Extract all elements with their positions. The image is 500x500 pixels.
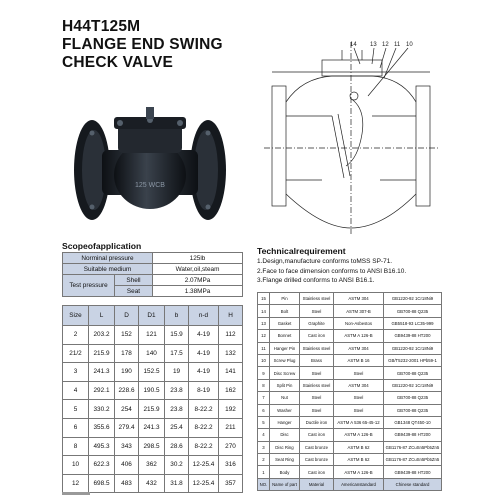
- dimensions-cell: 495.3: [89, 437, 115, 456]
- parts-cell: GB700-88 Q235: [384, 404, 442, 416]
- dimensions-cell: 355.6: [89, 418, 115, 437]
- dimensions-cell: 292.1: [89, 381, 115, 400]
- parts-row: [258, 317, 442, 329]
- dimensions-cell: 28.6: [165, 437, 189, 456]
- parts-table: [257, 292, 442, 491]
- dimensions-cell: 190.5: [139, 381, 165, 400]
- dimensions-cell: 241.3: [89, 363, 115, 382]
- requirement-item: 1.Design,manufacture conforms toMSS SP-71.: [257, 258, 393, 265]
- parts-cell: Stainless steel: [300, 293, 334, 305]
- parts-row: [258, 379, 442, 391]
- dimensions-cell: 330.2: [89, 400, 115, 419]
- dimensions-row: [63, 400, 243, 419]
- dimensions-cell: 241.3: [139, 418, 165, 437]
- parts-cell: GB1348 QT450-10: [384, 416, 442, 428]
- parts-cell: ASTM B 62: [334, 441, 384, 453]
- dimensions-cell: 316: [219, 456, 243, 475]
- dimensions-cell: 8-22.2: [189, 437, 219, 456]
- parts-cell: ASTM 304: [334, 293, 384, 305]
- scope-label-shell: Shell: [115, 275, 153, 286]
- dimensions-header-cell: D: [115, 306, 139, 326]
- parts-cell: Screw Plug: [270, 354, 300, 366]
- scope-value-medium: Water,oil,steam: [153, 264, 243, 275]
- parts-row: [258, 305, 442, 317]
- dimensions-cell: 178: [115, 344, 139, 363]
- dimensions-cell: 10: [63, 456, 89, 475]
- dimensions-header-cell: H: [219, 306, 243, 326]
- dimensions-cell: 298.5: [139, 437, 165, 456]
- dimensions-row: [63, 344, 243, 363]
- parts-cell: Nut: [270, 392, 300, 404]
- parts-cell: Cast bronze: [300, 454, 334, 466]
- dimensions-cell: 23.8: [165, 400, 189, 419]
- dimensions-cell: 483: [115, 474, 139, 493]
- dimensions-cell: 19: [165, 363, 189, 382]
- scope-value-seat: 1.38MPa: [153, 286, 243, 297]
- dimensions-cell: 30.2: [165, 456, 189, 475]
- dimensions-cell: 121: [139, 326, 165, 345]
- dimensions-header-cell: D1: [139, 306, 165, 326]
- dimensions-cell: 343: [115, 437, 139, 456]
- parts-cell: 12: [258, 330, 270, 342]
- parts-cell: GB700-88 Q235: [384, 305, 442, 317]
- parts-cell: 5: [258, 416, 270, 428]
- parts-header-row: [258, 478, 442, 490]
- parts-cell: Cast iron: [300, 330, 334, 342]
- dimensions-row: [63, 363, 243, 382]
- parts-cell: 9: [258, 367, 270, 379]
- scope-table: [62, 252, 243, 275]
- requirement-item: 2.Face to face dimension conforms to ANSI B16.10.: [257, 267, 407, 275]
- dimensions-cell: 5: [63, 400, 89, 419]
- requirements-heading: Technicalrequirement: [257, 246, 346, 256]
- parts-cell: Steel: [300, 367, 334, 379]
- footer-mark: [62, 492, 90, 495]
- dimensions-cell: 4-19: [189, 344, 219, 363]
- parts-cell: 11: [258, 342, 270, 354]
- parts-cell: Split Pin: [270, 379, 300, 391]
- scope-label-nominal: Norminal pressure: [63, 253, 153, 264]
- parts-cell: Bonnet: [270, 330, 300, 342]
- product-title: [62, 18, 262, 72]
- parts-cell: Steel: [300, 404, 334, 416]
- dimensions-row: [63, 437, 243, 456]
- parts-cell: 6: [258, 404, 270, 416]
- dimensions-cell: 228.6: [115, 381, 139, 400]
- parts-cell: Washer: [270, 404, 300, 416]
- parts-row: [258, 429, 442, 441]
- parts-cell: Hanger Pin: [270, 342, 300, 354]
- dimensions-row: [63, 326, 243, 345]
- parts-cell: ASTM B 62: [334, 454, 384, 466]
- parts-cell: Seat Ring: [270, 454, 300, 466]
- photo-emboss: 125 WCB: [135, 182, 165, 189]
- title-line-kind: CHECK VALVE: [62, 54, 173, 71]
- dimensions-cell: 8: [63, 437, 89, 456]
- parts-cell: 14: [258, 305, 270, 317]
- parts-cell: Gasket: [270, 317, 300, 329]
- parts-cell: Disc Ring: [270, 441, 300, 453]
- parts-row: [258, 466, 442, 478]
- parts-cell: 10: [258, 354, 270, 366]
- parts-row: [258, 342, 442, 354]
- requirements-list: [257, 257, 457, 286]
- parts-cell: Cast iron: [300, 466, 334, 478]
- scope-label-seat: Seat: [115, 286, 153, 297]
- parts-cell: GB9439-88 HT200: [384, 466, 442, 478]
- parts-row: [258, 404, 442, 416]
- dimensions-cell: 192: [219, 400, 243, 419]
- dimensions-cell: 141: [219, 363, 243, 382]
- parts-cell: Steel: [334, 392, 384, 404]
- test-pressure-table: [62, 274, 243, 297]
- parts-cell: Pin: [270, 293, 300, 305]
- parts-row: [258, 293, 442, 305]
- valve-photo: [70, 95, 230, 230]
- dimensions-cell: 190: [115, 363, 139, 382]
- dimensions-cell: 2: [63, 326, 89, 345]
- dimensions-cell: 12-25.4: [189, 474, 219, 493]
- dimensions-cell: 15.9: [165, 326, 189, 345]
- parts-cell: Bolt: [270, 305, 300, 317]
- dimensions-row: [63, 381, 243, 400]
- parts-cell: Steel: [300, 305, 334, 317]
- dimensions-row: [63, 456, 243, 475]
- dimensions-cell: 406: [115, 456, 139, 475]
- scope-label-medium: Suitable medium: [63, 264, 153, 275]
- dimensions-header-row: [63, 306, 243, 326]
- parts-header-cell: NO.: [258, 478, 270, 490]
- dimensions-cell: 432: [139, 474, 165, 493]
- dimensions-cell: 4-19: [189, 363, 219, 382]
- dimensions-cell: 112: [219, 326, 243, 345]
- parts-cell: GB/T5232-2001 HPb59-1: [384, 354, 442, 366]
- parts-cell: ASTM 307-B: [334, 305, 384, 317]
- dimensions-header-cell: n-d: [189, 306, 219, 326]
- scope-label-test: Test pressure: [63, 275, 115, 297]
- parts-cell: GB9439-88 HT200: [384, 330, 442, 342]
- parts-cell: GB1220-92 1Cr18Ni9: [384, 293, 442, 305]
- parts-cell: Brass: [300, 354, 334, 366]
- parts-cell: GB1176-87 ZCuSn5Pb5Zn5: [384, 441, 442, 453]
- callout-10: 10: [406, 42, 413, 48]
- parts-cell: ASTM A 126-B: [334, 429, 384, 441]
- cross-section-drawing: [262, 38, 440, 238]
- dimensions-cell: 254: [115, 400, 139, 419]
- parts-cell: 3: [258, 441, 270, 453]
- parts-cell: Disc: [270, 429, 300, 441]
- dimensions-cell: 698.5: [89, 474, 115, 493]
- dimensions-cell: 8-22.2: [189, 400, 219, 419]
- parts-header-cell: Americanstandard: [334, 478, 384, 490]
- parts-cell: Graphite: [300, 317, 334, 329]
- title-line-model: H44T125M: [62, 18, 141, 35]
- dimensions-row: [63, 474, 243, 493]
- parts-cell: ASTM A 536 65-45-12: [334, 416, 384, 428]
- parts-cell: Ductile iron: [300, 416, 334, 428]
- parts-cell: 15: [258, 293, 270, 305]
- dimensions-header-cell: b: [165, 306, 189, 326]
- parts-cell: 2: [258, 454, 270, 466]
- parts-row: [258, 330, 442, 342]
- dimensions-cell: 132: [219, 344, 243, 363]
- dimensions-cell: 152.5: [139, 363, 165, 382]
- dimensions-header-cell: Size: [63, 306, 89, 326]
- dimensions-cell: 12: [63, 474, 89, 493]
- parts-cell: 4: [258, 429, 270, 441]
- parts-cell: 7: [258, 392, 270, 404]
- dimensions-table: [62, 305, 243, 493]
- parts-cell: GB700-88 Q235: [384, 367, 442, 379]
- parts-cell: ASTM A 126-B: [334, 466, 384, 478]
- dimensions-cell: 140: [139, 344, 165, 363]
- parts-cell: Non-Asbestos: [334, 317, 384, 329]
- parts-cell: GB1220-92 1Cr18Ni9: [384, 379, 442, 391]
- dimensions-cell: 6: [63, 418, 89, 437]
- parts-cell: GB5518-93 LC35-999: [384, 317, 442, 329]
- dimensions-cell: 362: [139, 456, 165, 475]
- title-line-type: FLANGE END SWING: [62, 36, 223, 53]
- dimensions-cell: 21/2: [63, 344, 89, 363]
- dimensions-cell: 4-19: [189, 326, 219, 345]
- dimensions-cell: 162: [219, 381, 243, 400]
- parts-cell: GB1220-92 1Cr18Ni9: [384, 342, 442, 354]
- parts-cell: ASTM 304: [334, 342, 384, 354]
- dimensions-header-cell: L: [89, 306, 115, 326]
- parts-cell: Steel: [300, 392, 334, 404]
- scope-row-pressure: [63, 253, 243, 264]
- dimensions-cell: 17.5: [165, 344, 189, 363]
- parts-header-cell: Material: [300, 478, 334, 490]
- parts-cell: Stainless steel: [300, 342, 334, 354]
- parts-cell: ASTM 304: [334, 379, 384, 391]
- dimensions-cell: 270: [219, 437, 243, 456]
- parts-header-cell: Name of part: [270, 478, 300, 490]
- parts-cell: Steel: [334, 367, 384, 379]
- parts-cell: 13: [258, 317, 270, 329]
- dimensions-cell: 8-22.2: [189, 418, 219, 437]
- parts-cell: GB700-88 Q235: [384, 392, 442, 404]
- parts-cell: ASTM A 126-B: [334, 330, 384, 342]
- scope-value-shell: 2.07MPa: [153, 275, 243, 286]
- parts-cell: 1: [258, 466, 270, 478]
- dimensions-cell: 211: [219, 418, 243, 437]
- dimensions-cell: 215.9: [89, 344, 115, 363]
- requirement-item: 3.Flange drilled conforms to ANSI B16.1.: [257, 277, 375, 284]
- parts-header-cell: Chinese standard: [384, 478, 442, 490]
- dimensions-cell: 23.8: [165, 381, 189, 400]
- dimensions-cell: 215.9: [139, 400, 165, 419]
- callout-12: 12: [382, 42, 389, 48]
- parts-cell: Hanger: [270, 416, 300, 428]
- dimensions-cell: 357: [219, 474, 243, 493]
- parts-row: [258, 354, 442, 366]
- parts-cell: GB1176-87 ZCuSn5Pb5Zn5: [384, 454, 442, 466]
- parts-cell: Cast iron: [300, 429, 334, 441]
- dimensions-cell: 4: [63, 381, 89, 400]
- parts-cell: 8: [258, 379, 270, 391]
- scope-row-medium: [63, 264, 243, 275]
- callout-13: 13: [370, 42, 377, 48]
- parts-cell: GB9439-88 HT200: [384, 429, 442, 441]
- dimensions-cell: 3: [63, 363, 89, 382]
- dimensions-row: [63, 418, 243, 437]
- callout-11: 11: [394, 42, 401, 48]
- parts-cell: Disc Screw: [270, 367, 300, 379]
- parts-cell: Body: [270, 466, 300, 478]
- parts-row: [258, 416, 442, 428]
- parts-cell: Cast bronze: [300, 441, 334, 453]
- dimensions-cell: 8-19: [189, 381, 219, 400]
- dimensions-cell: 279.4: [115, 418, 139, 437]
- scope-heading: Scopeofapplication: [62, 241, 142, 251]
- dimensions-cell: 203.2: [89, 326, 115, 345]
- dimensions-cell: 12-25.4: [189, 456, 219, 475]
- parts-row: [258, 367, 442, 379]
- parts-row: [258, 454, 442, 466]
- parts-cell: ASTM B 16: [334, 354, 384, 366]
- parts-row: [258, 441, 442, 453]
- parts-row: [258, 392, 442, 404]
- parts-cell: Stainless steel: [300, 379, 334, 391]
- callout-14: 14: [350, 42, 357, 48]
- dimensions-cell: 31.8: [165, 474, 189, 493]
- parts-cell: Steel: [334, 404, 384, 416]
- dimensions-cell: 25.4: [165, 418, 189, 437]
- dimensions-cell: 152: [115, 326, 139, 345]
- scope-value-nominal: 125lb: [153, 253, 243, 264]
- scope-row-shell: [63, 275, 243, 286]
- dimensions-cell: 622.3: [89, 456, 115, 475]
